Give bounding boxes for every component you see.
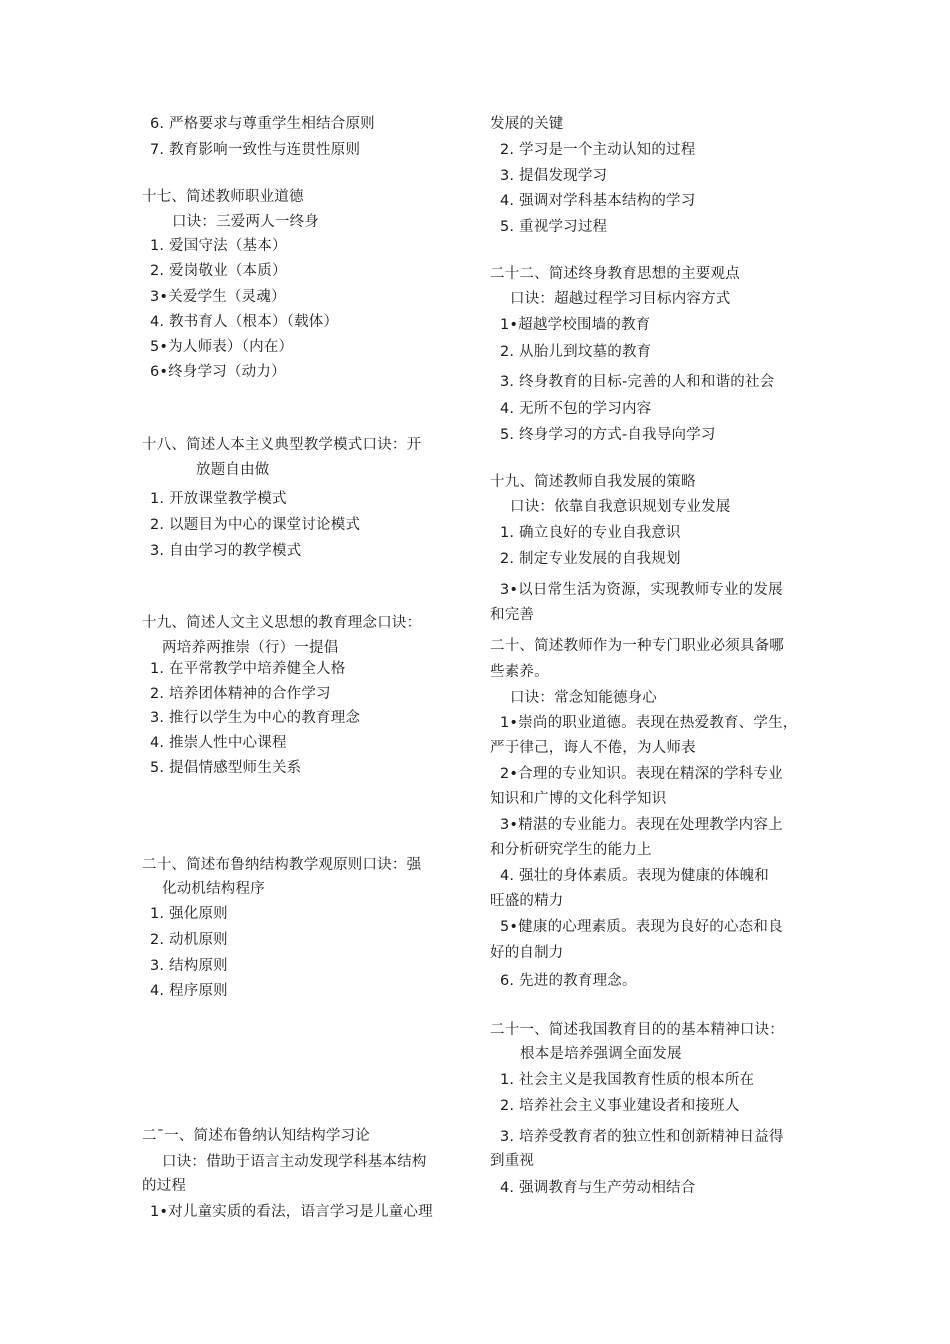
text-line: 1. 强化原则 bbox=[150, 906, 228, 922]
text-line: 2. 制定专业发展的自我规划 bbox=[500, 551, 681, 567]
text-line: 5. 终身学习的方式-自我导向学习 bbox=[500, 427, 716, 443]
text-line: 1•崇尚的职业道德。表现在热爱教育、学生， bbox=[500, 715, 798, 731]
text-line: 和完善 bbox=[490, 607, 535, 623]
text-line: 4. 推崇人性中心课程 bbox=[150, 735, 287, 751]
text-line: 二十、简述教师作为一种专门职业必须具备哪 bbox=[490, 638, 784, 654]
text-line: 4. 强调对学科基本结构的学习 bbox=[500, 193, 696, 209]
text-line: 二十二、简述终身教育思想的主要观点 bbox=[490, 266, 740, 282]
text-line: 的过程 bbox=[142, 1178, 187, 1194]
text-line: 4. 教书育人（根本）（载体） bbox=[150, 314, 339, 330]
text-line: 发展的关键 bbox=[490, 116, 564, 132]
text-line: 些素养。 bbox=[490, 664, 549, 680]
text-line: 根本是培养强调全面发展 bbox=[520, 1046, 682, 1062]
text-line: 2. 动机原则 bbox=[150, 932, 228, 948]
text-line: 1. 社会主义是我国教育性质的根本所在 bbox=[500, 1072, 755, 1088]
text-line: 2. 以题目为中心的课堂讨论模式 bbox=[150, 517, 361, 533]
text-line: 口诀：依靠自我意识规划专业发展 bbox=[510, 499, 731, 515]
text-line: 1. 在平常教学中培养健全人格 bbox=[150, 661, 346, 677]
text-line: 十八、简述人本主义典型教学模式口诀：开 bbox=[142, 437, 422, 453]
text-line: 4. 强壮的身体素质。表现为健康的体魄和 bbox=[500, 868, 769, 884]
text-line: 5. 提倡情感型师生关系 bbox=[150, 760, 302, 776]
text-line: 1•对儿童实质的看法，语言学习是儿童心理 bbox=[150, 1204, 433, 1220]
text-line: 3. 终身教育的目标-完善的人和和谐的社会 bbox=[500, 374, 775, 390]
text-line: 十七、简述教师职业道德 bbox=[142, 189, 304, 205]
text-line: 3. 结构原则 bbox=[150, 958, 228, 974]
text-line: 5•健康的心理素质。表现为良好的心态和良 bbox=[500, 919, 783, 935]
text-line: 2. 从胎儿到坟墓的教育 bbox=[500, 344, 652, 360]
text-line: 口诀：三爱两人一终身 bbox=[172, 214, 319, 230]
text-line: 口诀：常念知能德身心 bbox=[510, 690, 657, 706]
text-line: 二ˉ一、简述布鲁纳认知结构学习论 bbox=[142, 1128, 370, 1144]
text-line: 3. 培养受教育者的独立性和创新精神日益得 bbox=[500, 1129, 784, 1145]
text-line: 5. 重视学习过程 bbox=[500, 219, 608, 235]
text-line: 1. 确立良好的专业自我意识 bbox=[500, 525, 681, 541]
text-line: 1. 开放课堂教学模式 bbox=[150, 491, 287, 507]
text-line: 二十、简述布鲁纳结构教学观原则口诀：强 bbox=[142, 857, 422, 873]
text-line: 3•以日常生活为资源，实现教师专业的发展 bbox=[500, 582, 783, 598]
text-line: 十九、简述人文主义思想的教育理念口诀： bbox=[142, 615, 422, 631]
text-line: 5•为人师表）（内在） bbox=[150, 339, 294, 355]
text-line: 1•超越学校围墙的教育 bbox=[500, 317, 651, 333]
text-line: 7. 教育影响一致性与连贯性原则 bbox=[150, 142, 361, 158]
text-line: 口诀：借助于语言主动发现学科基本结构 bbox=[162, 1154, 427, 1170]
text-line: 4. 强调教育与生产劳动相结合 bbox=[500, 1180, 696, 1196]
text-line: 2. 培养社会主义事业建设者和接班人 bbox=[500, 1098, 740, 1114]
text-line: 1. 爱国守法（基本） bbox=[150, 238, 287, 254]
text-line: 知识和广博的文化科学知识 bbox=[490, 791, 667, 807]
text-line: 3. 推行以学生为中心的教育理念 bbox=[150, 710, 361, 726]
text-line: 和分析研究学生的能力上 bbox=[490, 842, 652, 858]
text-line: 3. 提倡发现学习 bbox=[500, 168, 608, 184]
text-line: 化动机结构程序 bbox=[162, 881, 265, 897]
text-line: 两培养两推崇（行）一提倡 bbox=[162, 640, 339, 656]
text-line: 3•精湛的专业能力。表现在处理教学内容上 bbox=[500, 817, 783, 833]
text-line: 严于律己，诲人不倦，为人师表 bbox=[490, 740, 696, 756]
text-line: 3•关爱学生（灵魂） bbox=[150, 289, 286, 305]
text-line: 二十一、简述我国教育目的的基本精神口诀： bbox=[490, 1022, 784, 1038]
text-line: 放题自由做 bbox=[196, 462, 270, 478]
text-line: 4. 程序原则 bbox=[150, 983, 228, 999]
text-line: 2. 培养团体精神的合作学习 bbox=[150, 686, 331, 702]
text-line: 6. 先进的教育理念。 bbox=[500, 973, 637, 989]
text-line: 3. 自由学习的教学模式 bbox=[150, 543, 302, 559]
text-line: 好的自制力 bbox=[490, 945, 564, 961]
text-line: 十九、简述教师自我发展的策略 bbox=[490, 474, 696, 490]
text-line: 6. 严格要求与尊重学生相结合原则 bbox=[150, 116, 375, 132]
text-line: 口诀：超越过程学习目标内容方式 bbox=[510, 291, 731, 307]
text-line: 6•终身学习（动力） bbox=[150, 364, 286, 380]
text-line: 2. 爱岗敬业（本质） bbox=[150, 263, 287, 279]
text-line: 到重视 bbox=[490, 1153, 535, 1169]
text-line: 4. 无所不包的学习内容 bbox=[500, 401, 652, 417]
text-line: 旺盛的精力 bbox=[490, 893, 564, 909]
text-line: 2•合理的专业知识。表现在精深的学科专业 bbox=[500, 766, 783, 782]
text-line: 2. 学习是一个主动认知的过程 bbox=[500, 142, 696, 158]
